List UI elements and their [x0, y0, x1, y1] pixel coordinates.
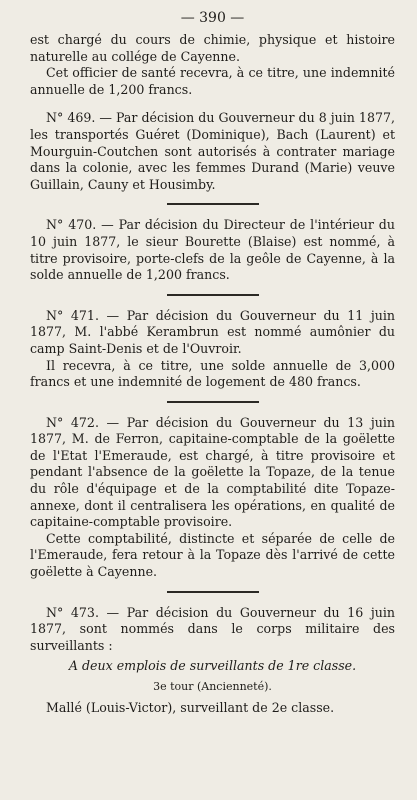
page-number: — 390 —	[180, 10, 245, 26]
decision-473-text: N° 473. — Par décision du Gouverneur du 16 juin 1877, sont nommés dans le corps militaire des surveillants :	[30, 604, 395, 653]
intro-paragraph	[30, 32, 395, 98]
decision-473-subsubheading: 3e tour (Ancienneté).	[153, 680, 272, 693]
decision-473	[30, 605, 395, 717]
decision-472-text-2: Cette comptabilité, distincte et séparée de celle de l'Emeraude, fera retour à la Topaze dès l'arrivé de cette goëlette à Cayenne.	[30, 530, 395, 580]
decision-471-text-2: Il recevra, à ce titre, une solde annuelle de 3,000 francs et une indemnité de logement de 480 francs.	[30, 357, 395, 390]
section-divider	[167, 203, 259, 205]
decision-473-subheading: A deux emplois de surveillants de 1re classe.	[68, 658, 357, 674]
section-divider	[167, 294, 259, 296]
section-divider	[167, 591, 259, 593]
decision-473-entry: Mallé (Louis-Victor), surveillant de 2e classe.	[46, 699, 335, 715]
decision-470	[30, 217, 395, 283]
decision-471-text: N° 471. — Par décision du Gouverneur du 11 juin 1877, M. l'abbé Kerambrun est nommé aumônier du camp Saint-Denis et de l'Ouvroir.	[30, 307, 395, 356]
decision-469	[30, 110, 395, 193]
section-divider	[167, 401, 259, 403]
decision-472-text: N° 472. — Par décision du Gouverneur du 13 juin 1877, M. de Ferron, capitaine-comptable de la goëlette de l'Etat l'Emeraude, est chargé, à titre provisoire et pendant l'absence de la goëlette la Topaze, de la tenue du rôle d'équipage et de la comptabilité dite Topaze-annexe, dont il centralisera les opérations, en qualité de capitaine-comptable provisoire.	[30, 414, 395, 530]
decision-469-text: N° 469. — Par décision du Gouverneur du 8 juin 1877, les transportés Guéret (Dominique), Bach (Laurent) et Mourguin-Coutchen sont autorisés à contrater mariage dans la colonie, avec les femmes Durand (Marie) veuve Guillain, Cauny et Housimby.	[30, 110, 395, 192]
decision-472	[30, 415, 395, 581]
decision-470-text: N° 470. — Par décision du Directeur de l'intérieur du 10 juin 1877, le sieur Bourette (Blaise) est nommé, à titre provisoire, porte-clefs de la geôle de Cayenne, à la solde annuelle de 1,200 francs.	[30, 217, 395, 283]
intro-line-2: Cet officier de santé recevra, à ce titre, une indemnité annuelle de 1,200 francs.	[30, 65, 395, 97]
intro-line-1: est chargé du cours de chimie, physique et histoire naturelle au collége de Cayenne.	[30, 32, 395, 64]
decision-471	[30, 308, 395, 391]
